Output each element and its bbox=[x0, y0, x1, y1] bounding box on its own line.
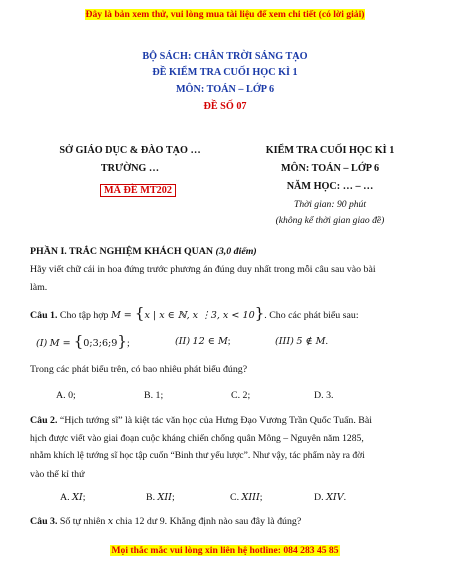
footer-notice-text: Mọi thắc mắc vui lòng xin liên hệ hotline: 084 283 45 85 bbox=[111, 545, 339, 556]
question-3-stem bbox=[30, 513, 445, 530]
part1-instruction-line1: Hãy viết chữ cái in hoa đứng trước phương án đúng duy nhất trong mỗi câu sau vào bài bbox=[30, 264, 376, 275]
question-3-text-a: Số tự nhiên bbox=[59, 516, 106, 527]
question-3-text-b: chia 12 dư 9. Khẳng định nào sau đây là đúng? bbox=[115, 516, 302, 527]
statement-1-expr: M = bbox=[49, 338, 74, 349]
exam-type-label: KIỂM TRA CUỐI HỌC KÌ 1 bbox=[265, 145, 395, 156]
option-b-end: ; bbox=[171, 492, 175, 503]
option-d-value: XIV bbox=[326, 492, 344, 503]
statement-1-end: ; bbox=[126, 338, 130, 349]
statement-3-expr: 5 ∉ M bbox=[296, 336, 326, 347]
question-2-option-d bbox=[314, 489, 346, 506]
statement-2-end: ; bbox=[227, 336, 231, 347]
question-2-option-b bbox=[146, 489, 175, 506]
question-2-label: Câu 2. bbox=[30, 415, 58, 426]
option-b-value: XII bbox=[157, 492, 172, 503]
statement-1-set: 0;3;6;9 bbox=[83, 338, 118, 349]
statement-2-number: (II) bbox=[175, 336, 191, 347]
option-d-letter: D. bbox=[314, 492, 324, 503]
question-2-line1 bbox=[30, 412, 445, 429]
option-a-end: ; bbox=[82, 492, 86, 503]
footer-notice bbox=[0, 545, 450, 556]
time-note: (không kể thời gian giao đề) bbox=[275, 215, 385, 226]
option-b-letter: B. bbox=[146, 492, 156, 503]
question-2-line4: vào thế kỉ thứ bbox=[30, 469, 85, 480]
question-1-option-a: A. 0; bbox=[56, 390, 76, 401]
statement-1-number: (I) bbox=[36, 338, 48, 349]
department-label: SỞ GIÁO DỤC & ĐÀO TẠO … bbox=[59, 145, 201, 156]
option-c-end: ; bbox=[259, 492, 263, 503]
question-3-variable: x bbox=[107, 516, 114, 527]
question-1-text-a: Cho tập hợp bbox=[59, 310, 109, 321]
question-2-line3: nhằm khích lệ tướng sĩ học tập cuốn “Binh thư yếu lược”. Như vậy, tác phẩm này ra đời bbox=[30, 451, 365, 461]
statement-3-end: . bbox=[325, 336, 328, 347]
subject-label: MÔN: TOÁN – LỚP 6 bbox=[280, 163, 380, 174]
question-1-set-definition: M = {x | x ∈ ℕ, x ⋮3, x < 10} bbox=[110, 304, 265, 322]
question-1-option-c: C. 2; bbox=[231, 390, 251, 401]
statement-2-expr: 12 ∈ M bbox=[192, 336, 228, 347]
exam-title: ĐỀ KIỂM TRA CUỐI HỌC KÌ 1 bbox=[152, 67, 298, 78]
option-c-letter: C. bbox=[230, 492, 240, 503]
school-label: TRƯỜNG … bbox=[100, 163, 160, 174]
question-2-option-a bbox=[60, 489, 85, 506]
exam-code-box bbox=[100, 180, 176, 198]
statement-3 bbox=[275, 333, 328, 350]
statement-2 bbox=[175, 333, 231, 350]
statement-3-number: (III) bbox=[275, 336, 294, 347]
school-year-label: NĂM HỌC: … – … bbox=[286, 181, 374, 192]
option-a-value: XI bbox=[72, 492, 83, 503]
question-1-option-d: D. 3. bbox=[314, 390, 334, 401]
question-3-label: Câu 3. bbox=[30, 516, 58, 527]
part1-points: (3,0 điểm) bbox=[215, 246, 257, 257]
question-1-label: Câu 1. bbox=[30, 310, 58, 321]
question-2-line2: hịch được viết vào giai đoạn cuộc kháng chiến chống quân Mông – Nguyên năm 1285, bbox=[30, 433, 364, 444]
part1-heading bbox=[30, 243, 430, 260]
question-2-text-1: “Hịch tướng sĩ” là kiệt tác văn học của Hưng Đạo Vương Trần Quốc Tuấn. Bài bbox=[59, 415, 373, 426]
question-1-option-b: B. 1; bbox=[144, 390, 164, 401]
exam-number: ĐỀ SỐ 07 bbox=[203, 101, 247, 112]
option-a-letter: A. bbox=[60, 492, 70, 503]
set-name: M = bbox=[110, 310, 135, 321]
exam-code: MÃ ĐỀ MT202 bbox=[100, 184, 176, 197]
question-1-text-b: . Cho các phát biểu sau: bbox=[264, 310, 359, 321]
part1-instruction-line2: làm. bbox=[30, 282, 48, 293]
top-notice-text: Đây là bản xem thử, vui lòng mua tài liệu để xem chi tiết (có lời giải) bbox=[85, 9, 365, 20]
subject-title: MÔN: TOÁN – LỚP 6 bbox=[175, 84, 275, 95]
question-2-option-c bbox=[230, 489, 262, 506]
book-series-title: BỘ SÁCH: CHÂN TRỜI SÁNG TẠO bbox=[142, 51, 308, 62]
question-1-prompt: Trong các phát biểu trên, có bao nhiêu phát biểu đúng? bbox=[30, 364, 248, 375]
option-d-end: . bbox=[343, 492, 347, 503]
set-condition: x | x ∈ ℕ, x ⋮3, x < 10 bbox=[144, 310, 255, 321]
statement-1: (I) M = {0;3;6;9}; bbox=[36, 332, 130, 350]
top-notice bbox=[0, 9, 450, 20]
question-1-stem bbox=[30, 305, 440, 324]
part1-title: PHẦN I. TRẮC NGHIỆM KHÁCH QUAN bbox=[30, 246, 214, 257]
option-c-value: XIII bbox=[241, 492, 260, 503]
time-limit: Thời gian: 90 phút bbox=[293, 199, 366, 210]
